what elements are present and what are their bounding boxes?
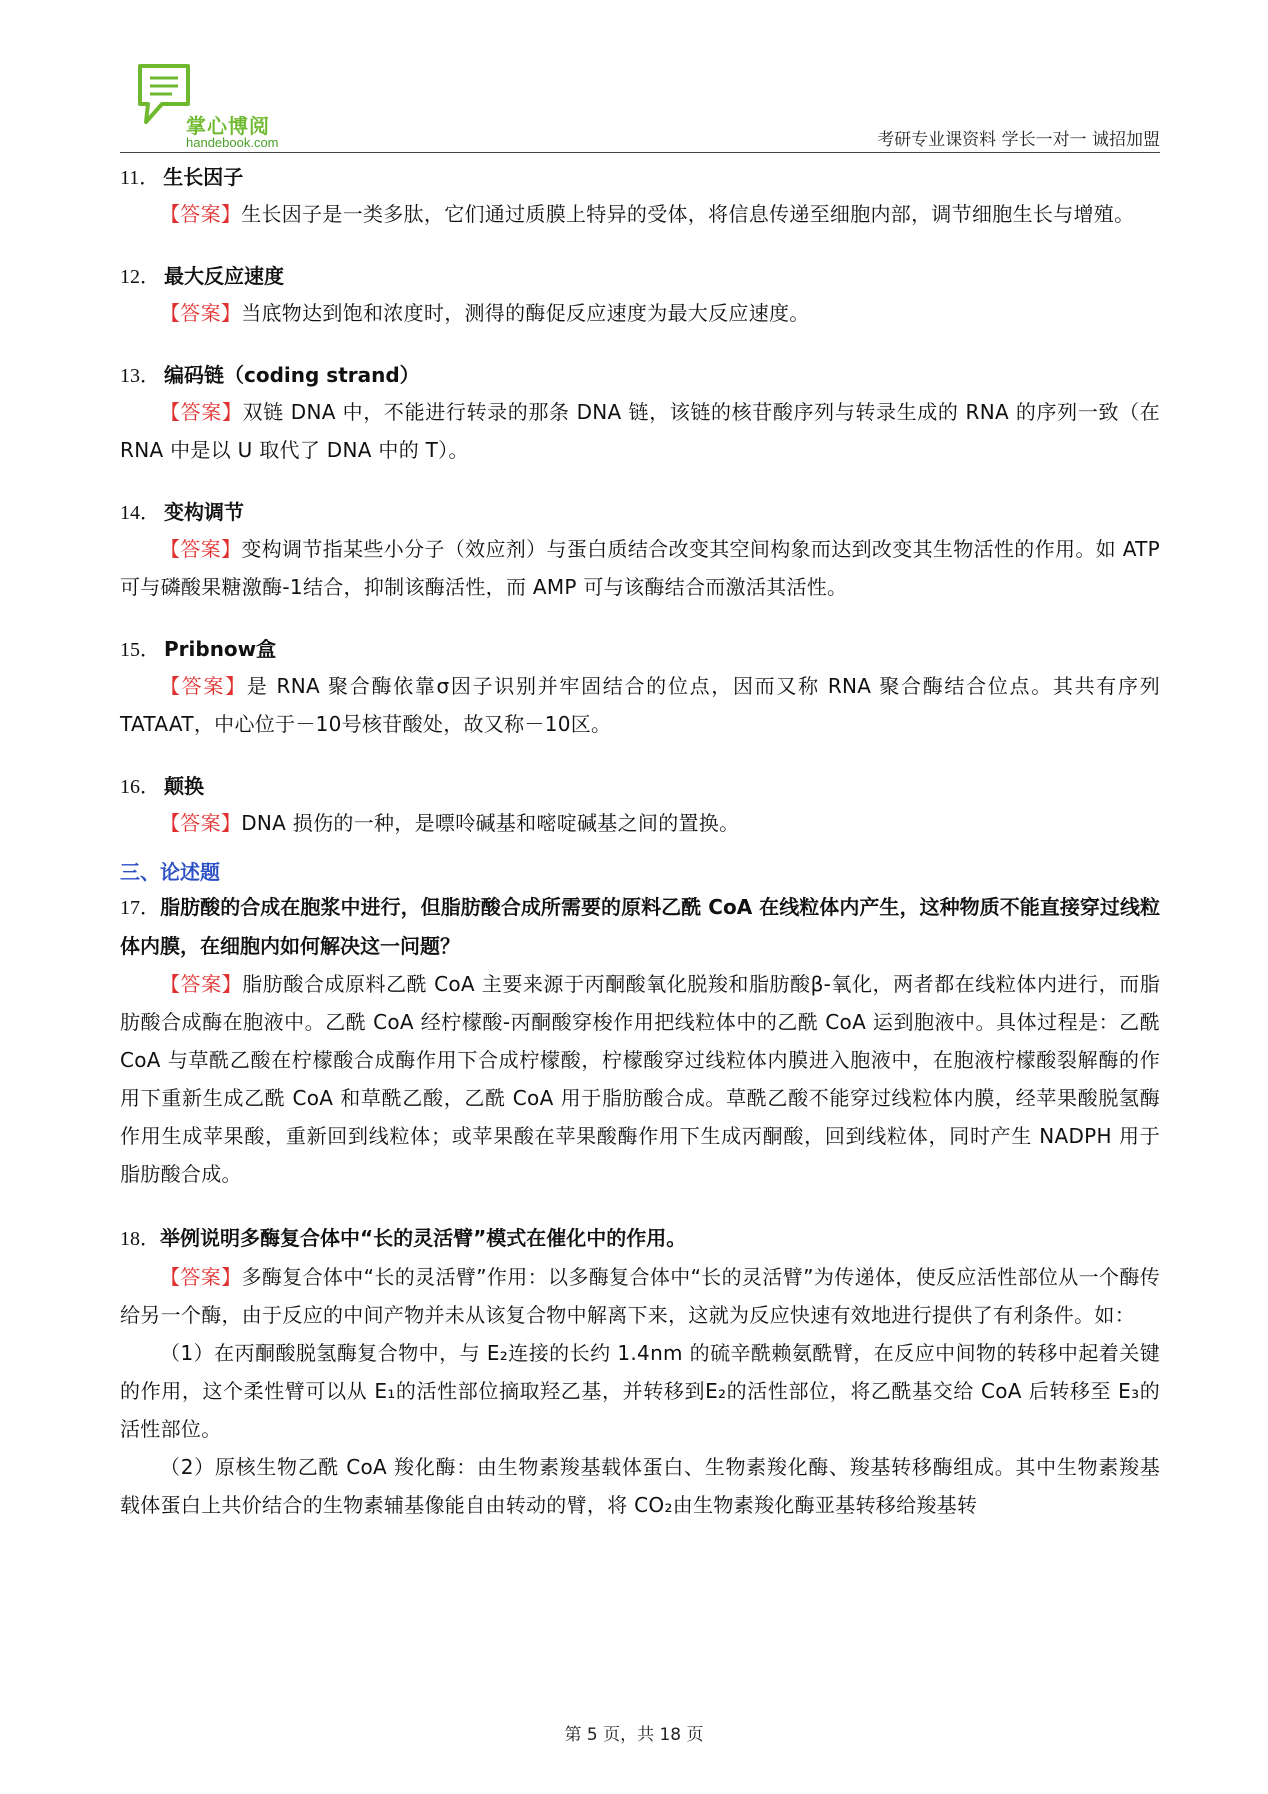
answer-text: 【答案】生长因子是一类多肽，它们通过质膜上特异的受体，将信息传递至细胞内部，调节细胞生长与增殖。 [160, 202, 1135, 226]
question-13 [120, 358, 1160, 469]
answer-tag: 【答案】 [160, 811, 242, 835]
answer-text: 【答案】变构调节指某些小分子（效应剂）与蛋白质结合改变其空间构象而达到改变其生物活性的作用。如 ATP 可与磷酸果糖激酶-1结合，抑制该酶活性，而 AMP 可与该酶结合而激活其活性。 [120, 537, 1160, 599]
question-title: 18．举例说明多酶复合体中“长的灵活臂”模式在催化中的作用。 [120, 1226, 687, 1250]
question-16 [120, 769, 1160, 842]
answer-tag: 【答案】 [160, 1265, 242, 1289]
answer-tag: 【答案】 [160, 202, 242, 226]
answer-text: 【答案】DNA 损伤的一种，是嘌呤碱基和嘧啶碱基之间的置换。 [160, 811, 740, 835]
answer-text: 【答案】多酶复合体中“长的灵活臂”作用：以多酶复合体中“长的灵活臂”为传递体，使反应活性部位从一个酶传给另一个酶，由于反应的中间产物并未从该复合物中解离下来，这就为反应快速有效地进行提供了有利条件。如： [120, 1265, 1161, 1327]
page-header [120, 55, 1160, 155]
logo [136, 60, 279, 150]
question-17 [120, 888, 1160, 1193]
answer-tag: 【答案】 [160, 674, 247, 698]
answer-tag: 【答案】 [160, 972, 243, 996]
section-title: 三、论述题 [120, 860, 220, 884]
answer-tag: 【答案】 [160, 537, 242, 561]
question-15 [120, 632, 1160, 743]
question-title: 11． 生长因子 [120, 165, 244, 189]
answer-text: 【答案】当底物达到饱和浓度时，测得的酶促反应速度为最大反应速度。 [160, 301, 810, 325]
question-18 [120, 1219, 1160, 1524]
answer-paragraph-2: （2）原核生物乙酰 CoA 羧化酶：由生物素羧基载体蛋白、生物素羧化酶、羧基转移酶组成。其中生物素羧基载体蛋白上共价结合的生物素辅基像能自由转动的臂，将 CO₂由生物素羧化酶亚基转移给羧基转 [120, 1455, 1160, 1517]
logo-text-en: handebook.com [186, 135, 279, 150]
question-14 [120, 495, 1160, 606]
answer-paragraph-1: （1）在丙酮酸脱氢酶复合物中，与 E₂连接的长约 1.4nm 的硫辛酰赖氨酰臂，在反应中间物的转移中起着关键的作用，这个柔性臂可以从 E₁的活性部位摘取羟乙基，并转移到E₂的活性部位，将乙酰基交给 CoA 后转移至 E₃的活性部位。 [120, 1341, 1160, 1441]
answer-text: 【答案】双链 DNA 中，不能进行转录的那条 DNA 链，该链的核苷酸序列与转录生成的 RNA 的序列一致（在 RNA 中是以 U 取代了 DNA 中的 T）。 [120, 400, 1160, 462]
question-title: 16． 颠换 [120, 774, 204, 798]
question-12 [120, 259, 1160, 332]
question-title: 17．脂肪酸的合成在胞浆中进行，但脂肪酸合成所需要的原料乙酰 CoA 在线粒体内产生，这种物质不能直接穿过线粒体内膜，在细胞内如何解决这一问题？ [120, 895, 1161, 958]
answer-text: 【答案】是 RNA 聚合酶依靠σ因子识别并牢固结合的位点，因而又称 RNA 聚合酶结合位点。其共有序列 TATAAT，中心位于－10号核苷酸处，故又称－10区。 [120, 674, 1160, 736]
question-11 [120, 160, 1160, 233]
question-title: 15． Pribnow盒 [120, 637, 277, 661]
page-number: 第 5 页，共 18 页 [564, 1725, 704, 1745]
logo-text-cn: 掌心博阅 [186, 114, 270, 138]
question-title: 13． 编码链（coding strand） [120, 363, 420, 387]
header-divider [120, 152, 1160, 153]
header-tagline: 考研专业课资料 学长一对一 诚招加盟 [877, 130, 1160, 150]
question-title: 12． 最大反应速度 [120, 264, 284, 288]
answer-tag: 【答案】 [160, 400, 243, 424]
answer-text: 【答案】脂肪酸合成原料乙酰 CoA 主要来源于丙酮酸氧化脱羧和脂肪酸β-氧化，两者都在线粒体内进行，而脂肪酸合成酶在胞液中。乙酰 CoA 经柠檬酸-丙酮酸穿梭作用把线粒体中的乙酰 CoA 运到胞液中。具体过程是：乙酰 CoA 与草酰乙酸在柠檬酸合成酶作用下合成柠檬酸，柠檬酸穿过线粒体内膜进入胞液中，在胞液柠檬酸裂解酶的作用下重新生成乙酰 CoA 和草酰乙酸，乙酰 CoA 用于脂肪酸合成。草酰乙酸不能穿过线粒体内膜，经苹果酸脱氢酶作用生成苹果酸，重新回到线粒体；或苹果酸在苹果酸酶作用下生成丙酮酸，回到线粒体，同时产生 NADPH 用于脂肪酸合成。 [120, 972, 1161, 1186]
question-title: 14． 变构调节 [120, 500, 244, 524]
main-content [120, 160, 1160, 1524]
answer-tag: 【答案】 [160, 301, 242, 325]
